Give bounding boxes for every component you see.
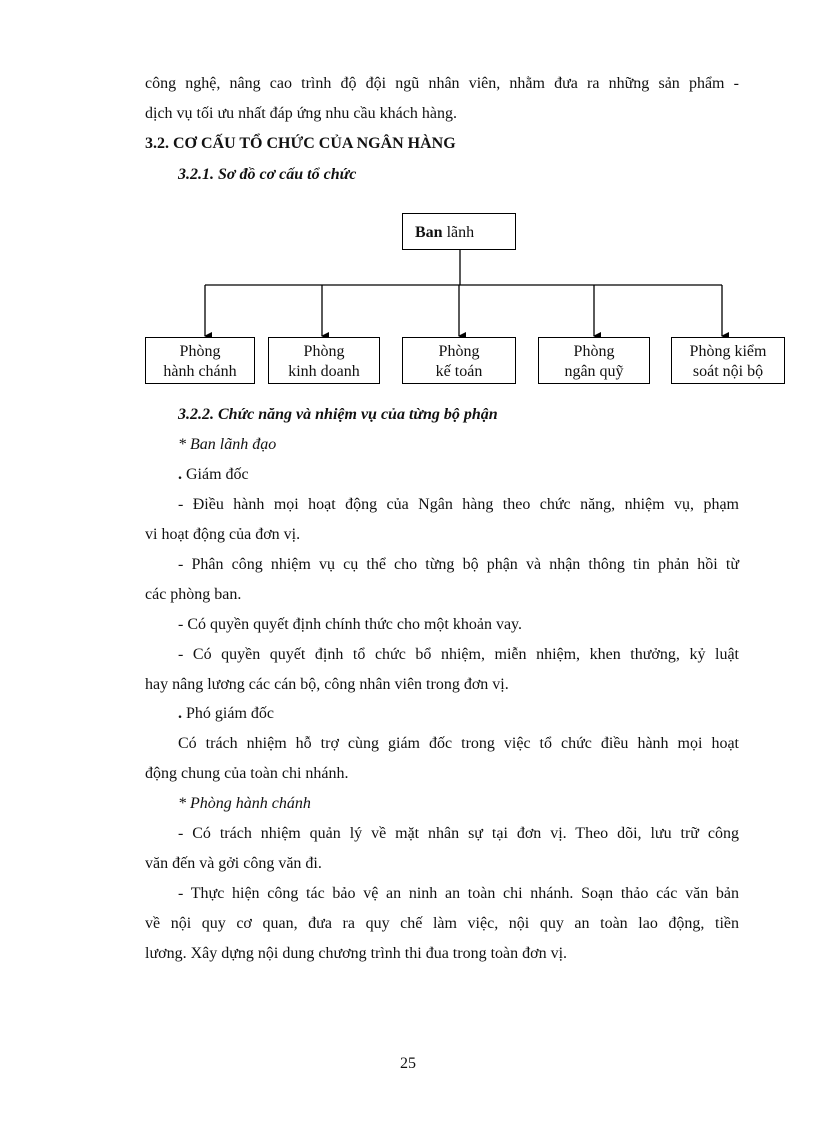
giam-doc-marker: . bbox=[178, 466, 182, 483]
org-dept-1-line1: Phòng bbox=[179, 343, 221, 360]
gd-duty-4-line-2: hay nâng lương các cán bộ, công nhân viên trong đơn vị. bbox=[145, 676, 509, 693]
gd-duty-2-line-1: - Phân công nhiệm vụ cụ thể cho từng bộ phận và nhận thông tin phản hồi từ bbox=[178, 556, 739, 573]
subsection-org-chart-title: 3.2.1. Sơ đồ cơ cấu tổ chức bbox=[178, 166, 357, 183]
pho-giam-doc-heading bbox=[178, 704, 274, 724]
org-dept-3-line1: Phòng bbox=[438, 343, 480, 360]
org-root-box bbox=[402, 213, 516, 250]
org-dept-box-3 bbox=[402, 337, 516, 384]
giam-doc-heading bbox=[178, 465, 249, 485]
intro-line-1: công nghệ, nâng cao trình độ đội ngũ nhân viên, nhằm đưa ra những sản phẩm - bbox=[145, 75, 739, 92]
org-dept-4-line1: Phòng bbox=[573, 343, 615, 360]
gd-duty-1-line-1: - Điều hành mọi hoạt động của Ngân hàng theo chức năng, nhiệm vụ, phạm bbox=[178, 496, 739, 513]
hc-duty-1-line-2: văn đến và gởi công văn đi. bbox=[145, 855, 322, 872]
phong-hanh-chanh-heading: * Phòng hành chánh bbox=[178, 795, 311, 812]
gd-duty-4-line-1: - Có quyền quyết định tổ chức bổ nhiệm, miễn nhiệm, khen thưởng, kỷ luật bbox=[178, 646, 739, 663]
gd-duty-1-line-2: vi hoạt động của đơn vị. bbox=[145, 526, 301, 543]
hc-duty-1-line-1: - Có trách nhiệm quản lý về mặt nhân sự tại đơn vị. Theo dõi, lưu trữ công bbox=[178, 825, 739, 842]
gd-duty-3: - Có quyền quyết định chính thức cho một khoản vay. bbox=[178, 616, 523, 633]
org-dept-4-line2: ngân quỹ bbox=[564, 363, 624, 380]
org-dept-box-4 bbox=[538, 337, 650, 384]
subsection-functions-title: 3.2.2. Chức năng và nhiệm vụ của từng bộ phận bbox=[178, 406, 498, 423]
gd-duty-2-line-2: các phòng ban. bbox=[145, 586, 242, 603]
org-dept-box-1 bbox=[145, 337, 255, 384]
hc-duty-2-line-1: - Thực hiện công tác bảo vệ an ninh an toàn chi nhánh. Soạn thảo các văn bản bbox=[178, 885, 739, 902]
org-dept-1-line2: hành chánh bbox=[163, 363, 237, 380]
hc-duty-2-line-2: về nội quy cơ quan, đưa ra quy chế làm việc, nội quy an toàn lao động, tiền bbox=[145, 915, 739, 932]
org-dept-box-5 bbox=[671, 337, 785, 384]
org-dept-5-line2: soát nội bộ bbox=[692, 363, 764, 380]
pgd-duty-line-2: động chung của toàn chi nhánh. bbox=[145, 765, 349, 782]
org-root-bold: Ban bbox=[415, 224, 443, 241]
hc-duty-2-line-3: lương. Xây dựng nội dung chương trình thi đua trong toàn đơn vị. bbox=[145, 945, 568, 962]
section-heading: 3.2. CƠ CẤU TỔ CHỨC CỦA NGÂN HÀNG bbox=[145, 135, 456, 152]
intro-line-2: dịch vụ tối ưu nhất đáp ứng nhu cầu khách hàng. bbox=[145, 105, 457, 122]
pgd-duty-line-1: Có trách nhiệm hỗ trợ cùng giám đốc trong việc tổ chức điều hành mọi hoạt bbox=[178, 735, 739, 752]
pgd-label: Phó giám đốc bbox=[182, 705, 274, 722]
org-dept-2-line1: Phòng bbox=[303, 343, 345, 360]
org-dept-2-line2: kinh doanh bbox=[288, 363, 360, 380]
org-dept-5-line1: Phòng kiểm bbox=[689, 343, 767, 360]
giam-doc-label: Giám đốc bbox=[182, 466, 249, 483]
pgd-marker: . bbox=[178, 705, 182, 722]
org-dept-3-line2: kế toán bbox=[435, 363, 483, 380]
org-dept-box-2 bbox=[268, 337, 380, 384]
ban-lanh-dao-heading: * Ban lãnh đạo bbox=[178, 436, 277, 453]
org-root-rest: lãnh bbox=[442, 224, 475, 241]
page-number: 25 bbox=[400, 1055, 416, 1072]
